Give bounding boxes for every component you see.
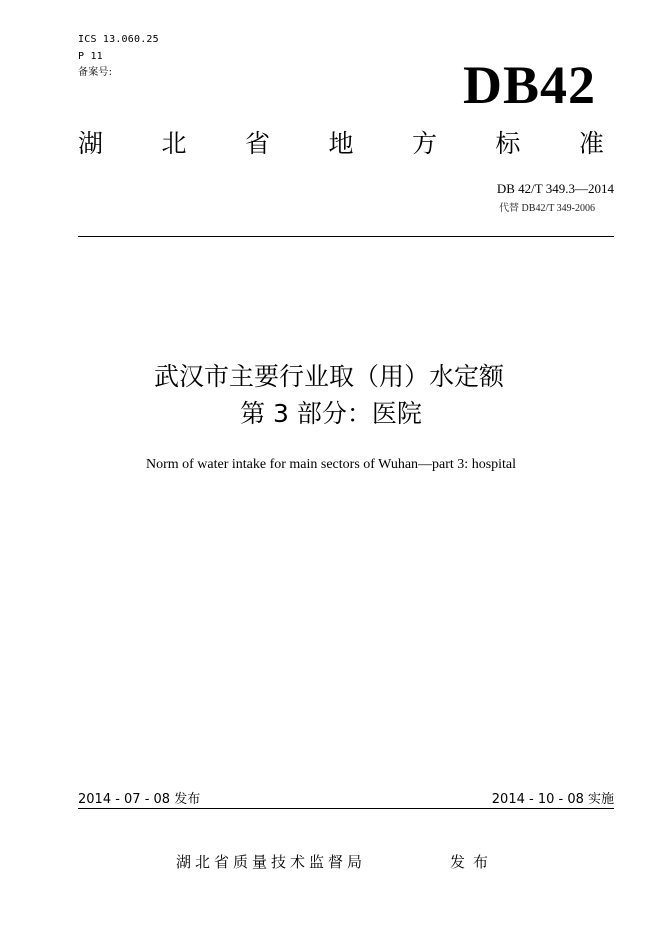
- ics-code: ICS 13.060.25: [78, 34, 159, 45]
- standard-type-heading: [78, 128, 604, 160]
- standard-type-char: 方: [411, 129, 437, 158]
- p-code: P 11: [78, 51, 103, 62]
- standard-type-char: 省: [244, 129, 270, 158]
- standard-type-char: 地: [328, 129, 354, 158]
- document-subtitle-text: 第 3 部分：医院: [240, 399, 422, 428]
- document-title-text: 武汉市主要行业取（用）水定额: [153, 362, 504, 391]
- document-title: [0, 360, 662, 394]
- bottom-divider: [78, 808, 614, 809]
- standard-number: DB 42/T 349.3—2014: [496, 181, 614, 196]
- issuing-authority: 湖北省质量技术监督局: [176, 853, 367, 871]
- replaces-note: 代替 DB42/T 349-2006: [499, 203, 595, 214]
- db42-logo: DB42: [462, 55, 596, 115]
- standard-type-char: 北: [161, 129, 187, 158]
- standard-type-char: 准: [578, 129, 604, 158]
- document-subtitle: [0, 397, 662, 431]
- standard-type-char: 标: [495, 129, 521, 158]
- issue-label: 发布: [450, 853, 497, 871]
- implement-date: 2014 - 10 - 08 实施: [491, 792, 614, 807]
- record-number-label: 备案号:: [78, 67, 113, 78]
- top-divider: [78, 236, 614, 237]
- publish-date: 2014 - 07 - 08 发布: [78, 792, 201, 807]
- standard-type-char: 湖: [78, 129, 104, 158]
- english-title: Norm of water intake for main sectors of Wuhan—part 3: hospital: [145, 457, 517, 472]
